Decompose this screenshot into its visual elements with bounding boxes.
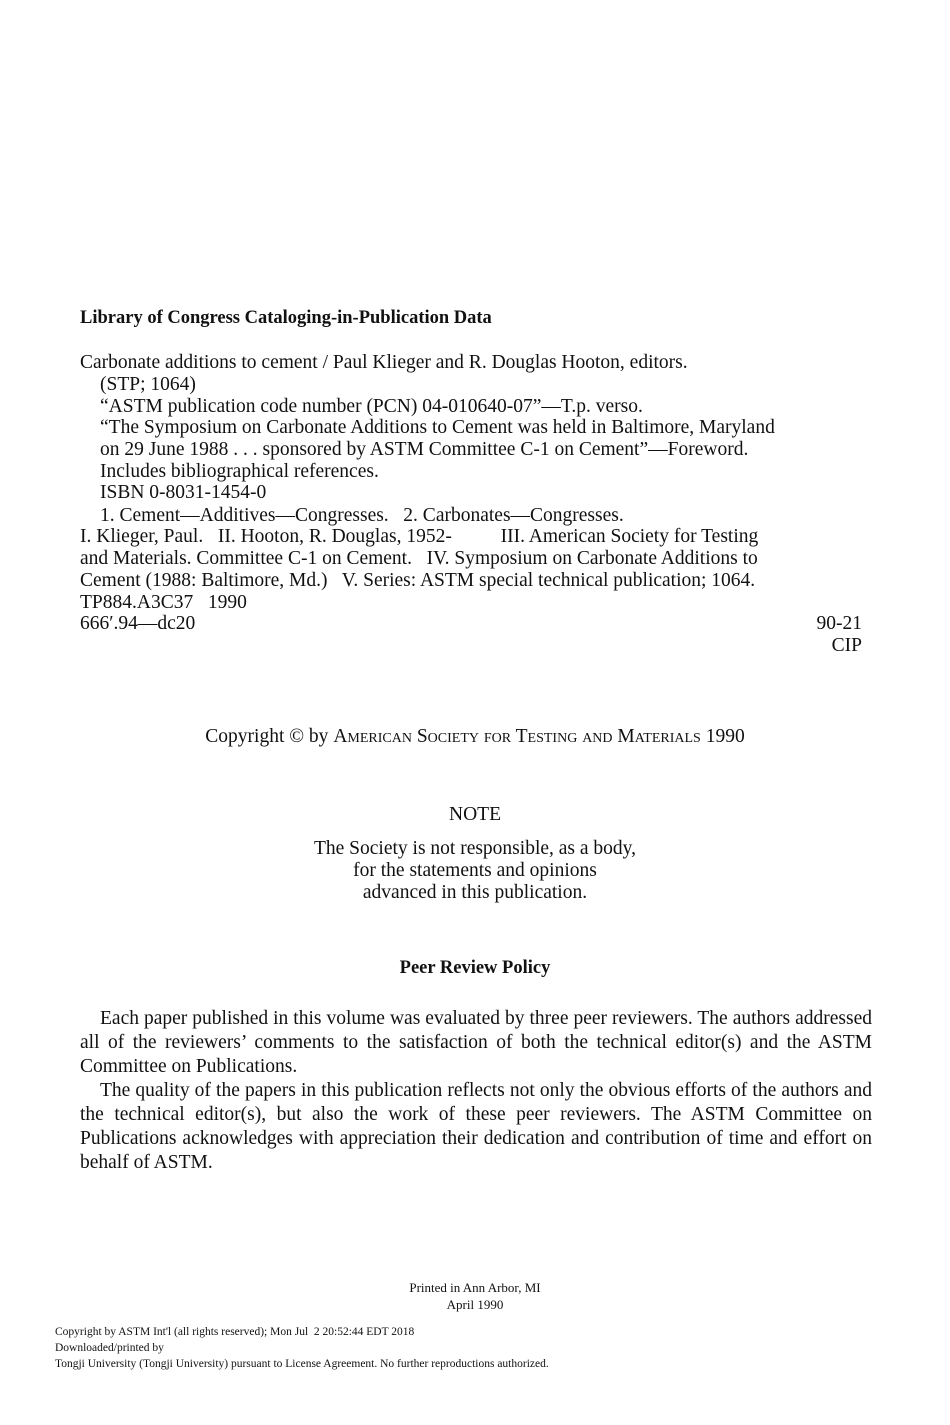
copyright-year: 1990 xyxy=(705,726,745,747)
peer-review-heading: Peer Review Policy xyxy=(399,958,551,978)
cip-lccn: 90-21 xyxy=(816,613,862,634)
note-line: advanced in this publication. xyxy=(362,882,588,903)
footer-line: Tongji University (Tongji University) pursuant to License Agreement. No further reproductions authorized. xyxy=(55,1358,549,1370)
cip-line-entries: I. Klieger, Paul. II. Hooton, R. Douglas, 1952- III. American Society for Testing xyxy=(80,526,759,547)
copyright-line xyxy=(0,726,950,748)
cip-line-title: Carbonate additions to cement / Paul Klieger and R. Douglas Hooton, editors. xyxy=(80,352,688,373)
cip-line-dewey: 666′.94—dc20 xyxy=(80,613,196,634)
cip-heading: Library of Congress Cataloging-in-Publication Data xyxy=(80,308,492,328)
cip-line-entries-cont-2: Cement (1988: Baltimore, Md.) V. Series: ASTM special technical publication; 1064. xyxy=(80,570,756,591)
peer-review-paragraph: The quality of the papers in this publication reflects not only the obvious efforts of the authors and the technical editor(s), but also the work of these peer reviewers. The ASTM Committee on Publications acknowledges with appreciation their dedication and contribution of time and effort on behalf of ASTM. xyxy=(80,1080,872,1173)
cip-line-subjects: 1. Cement—Additives—Congresses. 2. Carbonates—Congresses. xyxy=(100,505,624,526)
download-footer xyxy=(55,1324,549,1372)
note-text xyxy=(0,838,950,904)
printed-location: Printed in Ann Arbor, MI xyxy=(409,1280,541,1295)
cip-line-series: (STP; 1064) xyxy=(100,374,196,395)
cip-line-entries-cont: and Materials. Committee C-1 on Cement. IV. Symposium on Carbonate Additions to xyxy=(80,548,758,569)
note-line: The Society is not responsible, as a body, xyxy=(313,838,637,859)
copyright-publisher: American Society for Testing and Materials xyxy=(333,726,701,747)
cip-line-symposium: “The Symposium on Carbonate Additions to Cement was held in Baltimore, Maryland xyxy=(100,417,775,438)
printed-date: April 1990 xyxy=(446,1297,504,1312)
printed-info xyxy=(0,1279,950,1313)
peer-review-paragraph: Each paper published in this volume was evaluated by three peer reviewers. The authors addressed all of the reviewers’ comments to the satisfaction of both the technical editor(s) and the ASTM Committee on Publications. xyxy=(80,1008,872,1077)
copyright-prefix: Copyright © by xyxy=(205,726,329,747)
note-line: for the statements and opinions xyxy=(353,860,597,881)
footer-line: Copyright by ASTM Int'l (all rights reserved); Mon Jul 2 20:52:44 EDT 2018 xyxy=(55,1326,415,1338)
cip-line-bibliography: Includes bibliographical references. xyxy=(100,461,379,482)
footer-line: Downloaded/printed by xyxy=(55,1342,164,1354)
cip-line-pcn: “ASTM publication code number (PCN) 04-010640-07”—T.p. verso. xyxy=(100,396,643,417)
cip-line-call-number: TP884.A3C37 1990 xyxy=(80,592,247,613)
cip-label: CIP xyxy=(831,635,862,656)
cip-line-symposium-cont: on 29 June 1988 . . . sponsored by ASTM Committee C-1 on Cement”—Foreword. xyxy=(100,439,749,460)
cip-line-isbn: ISBN 0-8031-1454-0 xyxy=(100,482,267,503)
note-title: NOTE xyxy=(449,804,501,825)
